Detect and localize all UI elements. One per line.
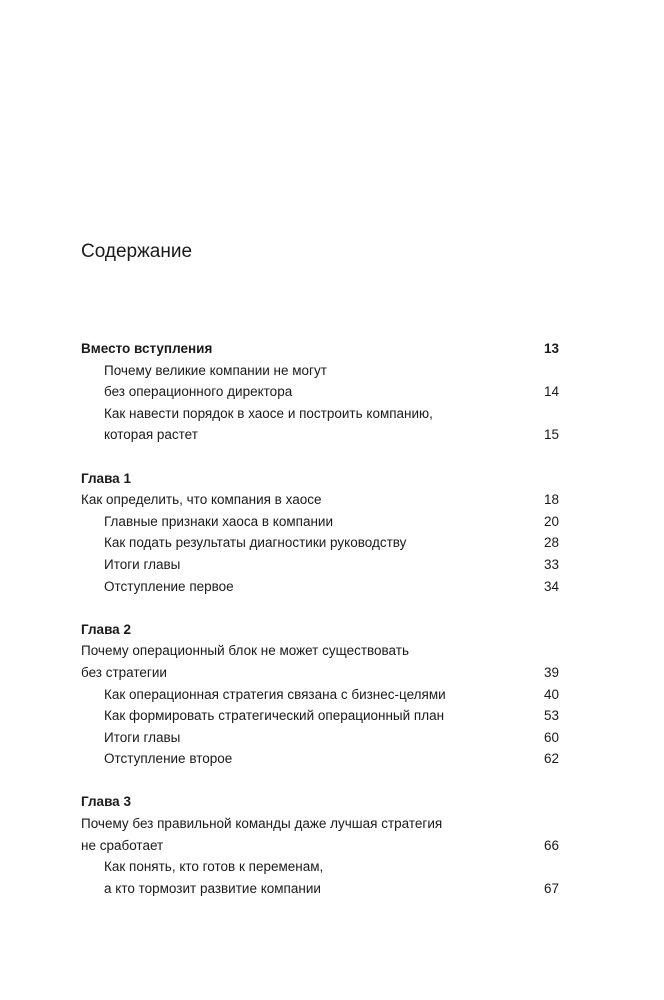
section-heading-text: Глава 1 [81, 470, 131, 486]
section-heading [81, 619, 559, 641]
page-number: 33 [543, 556, 559, 572]
toc-entry [81, 813, 559, 835]
page-number: 62 [543, 751, 559, 767]
page-number: 15 [543, 427, 559, 443]
section-heading [81, 338, 559, 360]
toc-subentry [81, 403, 559, 425]
section-heading-text: Глава 3 [81, 794, 131, 810]
toc-subentry-text: Как навести порядок в хаосе и построить компанию, [104, 405, 433, 421]
toc-subentry [81, 856, 559, 878]
toc-subentry-text: Отступление первое [104, 578, 234, 594]
page-number: 66 [543, 837, 559, 853]
toc-subentry-text: Как операционная стратегия связана с бизнес-целями [104, 686, 446, 702]
toc-entry [81, 662, 559, 684]
page-number: 34 [543, 578, 559, 594]
toc-subentry-text: без операционного директора [104, 384, 293, 400]
page-number: 20 [543, 513, 559, 529]
toc-subentry-text: Отступление второе [104, 751, 233, 767]
page-number: 60 [543, 729, 559, 745]
toc-subentry-text: а кто тормозит развитие компании [104, 880, 321, 896]
toc-entry-text: Как определить, что компания в хаосе [81, 492, 322, 508]
page-number: 18 [543, 492, 559, 508]
toc-subentry [81, 360, 559, 382]
toc-entry-text: Почему операционный блок не может существовать [81, 643, 409, 659]
page-number: 39 [543, 664, 559, 680]
toc-subentry-text: Главные признаки хаоса в компании [104, 513, 333, 529]
toc-subentry-text: которая растет [104, 427, 198, 443]
section-heading [81, 791, 559, 813]
toc-subentry [81, 705, 559, 727]
toc-subentry [81, 748, 559, 770]
toc-entry-text: не сработает [81, 837, 164, 853]
section-spacer [81, 770, 559, 792]
toc-subentry-text: Как подать результаты диагностики руководству [104, 535, 407, 551]
toc-subentry [81, 511, 559, 533]
page-number: 53 [543, 708, 559, 724]
section-spacer [81, 446, 559, 468]
section-heading [81, 468, 559, 490]
toc-subentry [81, 554, 559, 576]
section-heading-text: Вместо вступления [81, 341, 213, 356]
toc-subentry [81, 727, 559, 749]
toc-entry [81, 835, 559, 857]
section-spacer [81, 597, 559, 619]
toc-subentry-text: Как формировать стратегический операционный план [104, 708, 445, 724]
toc-entry-text: Почему без правильной команды даже лучшая стратегия [81, 816, 443, 832]
page-number: 13 [543, 341, 559, 356]
toc-entry [81, 489, 559, 511]
page-number: 40 [543, 686, 559, 702]
toc-subentry-text: Почему великие компании не могут [104, 362, 327, 378]
table-of-contents [81, 338, 559, 899]
toc-subentry-text: Итоги главы [104, 556, 181, 572]
toc-subentry [81, 381, 559, 403]
page-number: 28 [543, 535, 559, 551]
page-number: 67 [543, 880, 559, 896]
toc-subentry-text: Как понять, кто готов к переменам, [104, 859, 324, 875]
toc-subentry [81, 532, 559, 554]
toc-subentry-text: Итоги главы [104, 729, 181, 745]
toc-entry-text: без стратегии [81, 664, 167, 680]
toc-subentry [81, 424, 559, 446]
section-heading-text: Глава 2 [81, 621, 131, 637]
toc-subentry [81, 684, 559, 706]
page-number: 14 [543, 384, 559, 400]
toc-subentry [81, 878, 559, 900]
page-title: Содержание [81, 241, 193, 262]
toc-entry [81, 640, 559, 662]
toc-subentry [81, 576, 559, 598]
